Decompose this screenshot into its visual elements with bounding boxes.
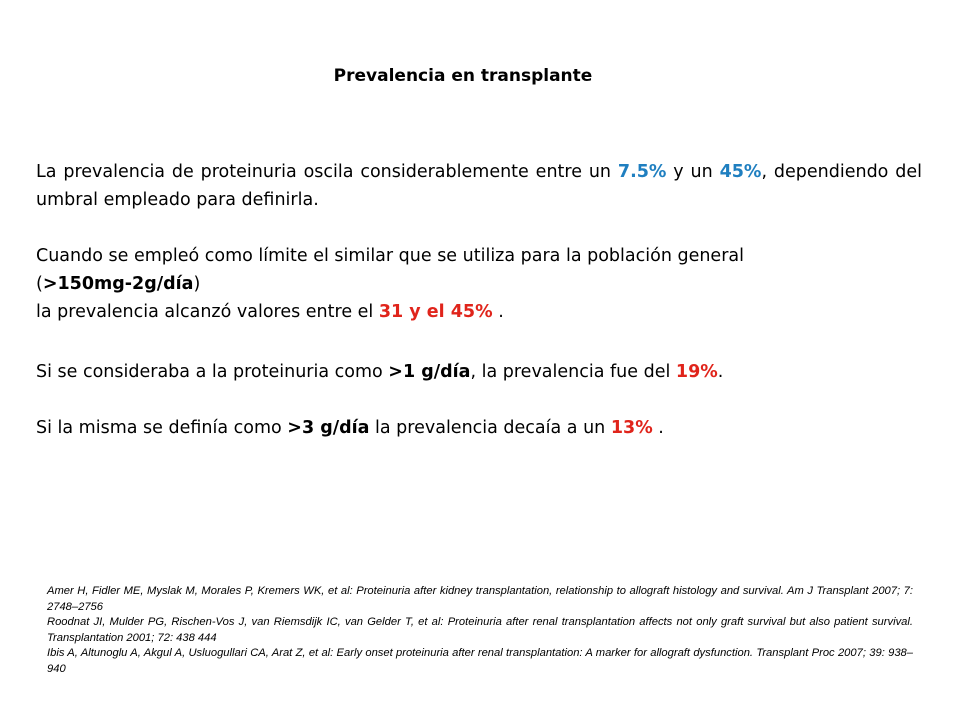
text-segment: la prevalencia decaía a un: [369, 418, 611, 438]
references: [47, 584, 913, 678]
reference-item: Ibis A, Altunoglu A, Akgul A, Usluogullari CA, Arat Z, et al: Early onset proteinuria after renal transplantation: A marker for allograft dysfunction. Transplant Proc 2007; 39: 938–940: [47, 647, 913, 675]
reference-item: Roodnat JI, Mulder PG, Rischen-Vos J, van Riemsdijk IC, van Gelder T, et al: Proteinuria after renal transplantation affects not only graft survival but also patient survival. Transplantation 2001; 72: 438 444: [47, 616, 913, 644]
threshold-value: >150mg-2g/día: [42, 274, 194, 294]
text-segment: .: [652, 418, 664, 438]
text-line: Cuando se empleó como límite el similar que se utiliza para la población general: [36, 246, 744, 266]
text-segment: La prevalencia de proteinuria oscila considerablemente entre un: [36, 162, 618, 182]
slide-title: Prevalencia en transplante: [333, 66, 593, 86]
paren-close: ): [193, 274, 201, 294]
paragraph-threshold-3g: [36, 414, 922, 442]
text-line: [36, 298, 922, 326]
paragraph-general-population-threshold: [36, 242, 922, 326]
highlight-value-high: 45%: [719, 162, 762, 182]
text-segment: .: [492, 302, 504, 322]
text-segment: .: [717, 362, 724, 382]
text-segment: y un: [666, 162, 720, 182]
threshold-value: >1 g/día: [388, 362, 471, 382]
paren-open: (: [36, 274, 43, 294]
text-segment: Si la misma se definía como: [36, 418, 288, 438]
text-segment: , dependiendo del umbral empleado para definirla.: [36, 162, 922, 210]
text-segment: , la prevalencia fue del: [470, 362, 676, 382]
reference-item: Amer H, Fidler ME, Myslak M, Morales P, Kremers WK, et al: Proteinuria after kidney transplantation, relationship to allograft histology and survival. Am J Transplant 2007; 7: 2748–2756: [47, 585, 913, 613]
highlight-range: 31 y el 45%: [378, 302, 493, 322]
text-segment: Si se consideraba a la proteinuria como: [36, 362, 389, 382]
paragraph-prevalence-range: [36, 158, 922, 214]
paragraph-threshold-1g: [36, 358, 922, 386]
highlight-value: 19%: [675, 362, 718, 382]
highlight-value-low: 7.5%: [617, 162, 667, 182]
text-segment: la prevalencia alcanzó valores entre el: [36, 302, 379, 322]
highlight-value: 13%: [610, 418, 653, 438]
threshold-value: >3 g/día: [287, 418, 370, 438]
text-line: [36, 270, 922, 298]
